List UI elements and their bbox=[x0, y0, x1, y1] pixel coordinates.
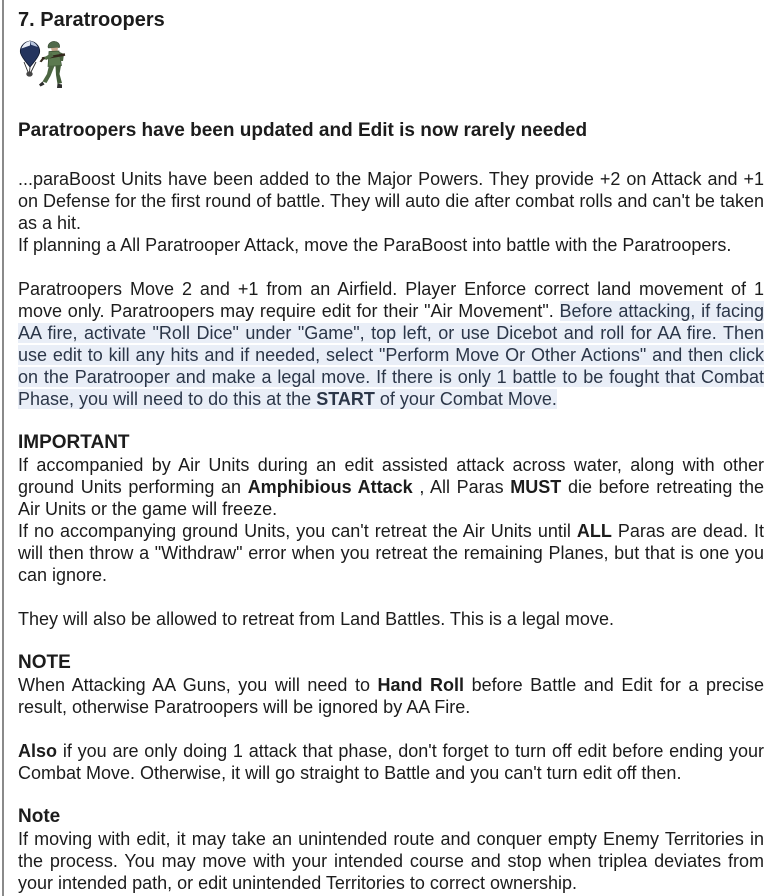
edit-route-paragraph: If moving with edit, it may take an unintended route and conquer empty Enemy Territories in the process. You may move with your intended course and stop when triplea deviates from your intended path, or edit unintended Territories to correct ownership. bbox=[18, 829, 764, 893]
paratrooper-icon bbox=[18, 38, 764, 94]
note-heading-edit: Note bbox=[18, 806, 61, 827]
intro-paragraph: ...paraBoost Units have been added to the Major Powers. They provide +2 on Attack and +1 on Defense for the first round of battle. They will auto die after combat rolls and can't be taken as a hit. If planning a All Paratrooper Attack, move the ParaBoost into battle with the Paratroopers. bbox=[18, 169, 764, 255]
important-heading: IMPORTANT bbox=[18, 432, 130, 453]
document-page bbox=[2, 0, 776, 896]
movement-paragraph: Paratroopers Move 2 and +1 from an Airfield. Player Enforce correct land movement of 1 move only. Paratroopers may require edit for their "Air Movement". Before attacking, if facing AA fire, activate "Roll Dice" under "Game", top left, or use Dicebot and roll for AA fire. Then use edit to kill any hits and if needed, select "Perform Move Or Other Actions" and then click on the Paratrooper and make a legal move. If there is only 1 battle to be fought that Combat Phase, you will need to do this at the START of your Combat Move. bbox=[18, 279, 764, 409]
edit-off-paragraph: Also if you are only doing 1 attack that phase, don't forget to turn off edit before ending your Combat Move. Otherwise, it will go straight to Battle and you can't turn edit off then. bbox=[18, 741, 764, 783]
section-subtitle: Paratroopers have been updated and Edit is now rarely needed bbox=[18, 120, 588, 141]
important-paragraph: If accompanied by Air Units during an edit assisted attack across water, along with other ground Units performing an Amphibious Attack , All Paras MUST die before retreating the Air Units or the game will freeze. If no accompanying ground Units, you can't retreat the Air Units until ALL Paras are dead. It will then throw a "Withdraw" error when you retreat the remaining Planes, but that is one you can ignore. bbox=[18, 455, 764, 585]
aa-guns-paragraph: When Attacking AA Guns, you will need to Hand Roll before Battle and Edit for a precise result, otherwise Paratroopers will be ignored by AA Fire. bbox=[18, 675, 764, 717]
page-title: 7. Paratroopers bbox=[18, 9, 165, 31]
note-heading-aa: NOTE bbox=[18, 652, 71, 673]
land-retreat-paragraph: They will also be allowed to retreat from Land Battles. This is a legal move. bbox=[18, 609, 614, 629]
